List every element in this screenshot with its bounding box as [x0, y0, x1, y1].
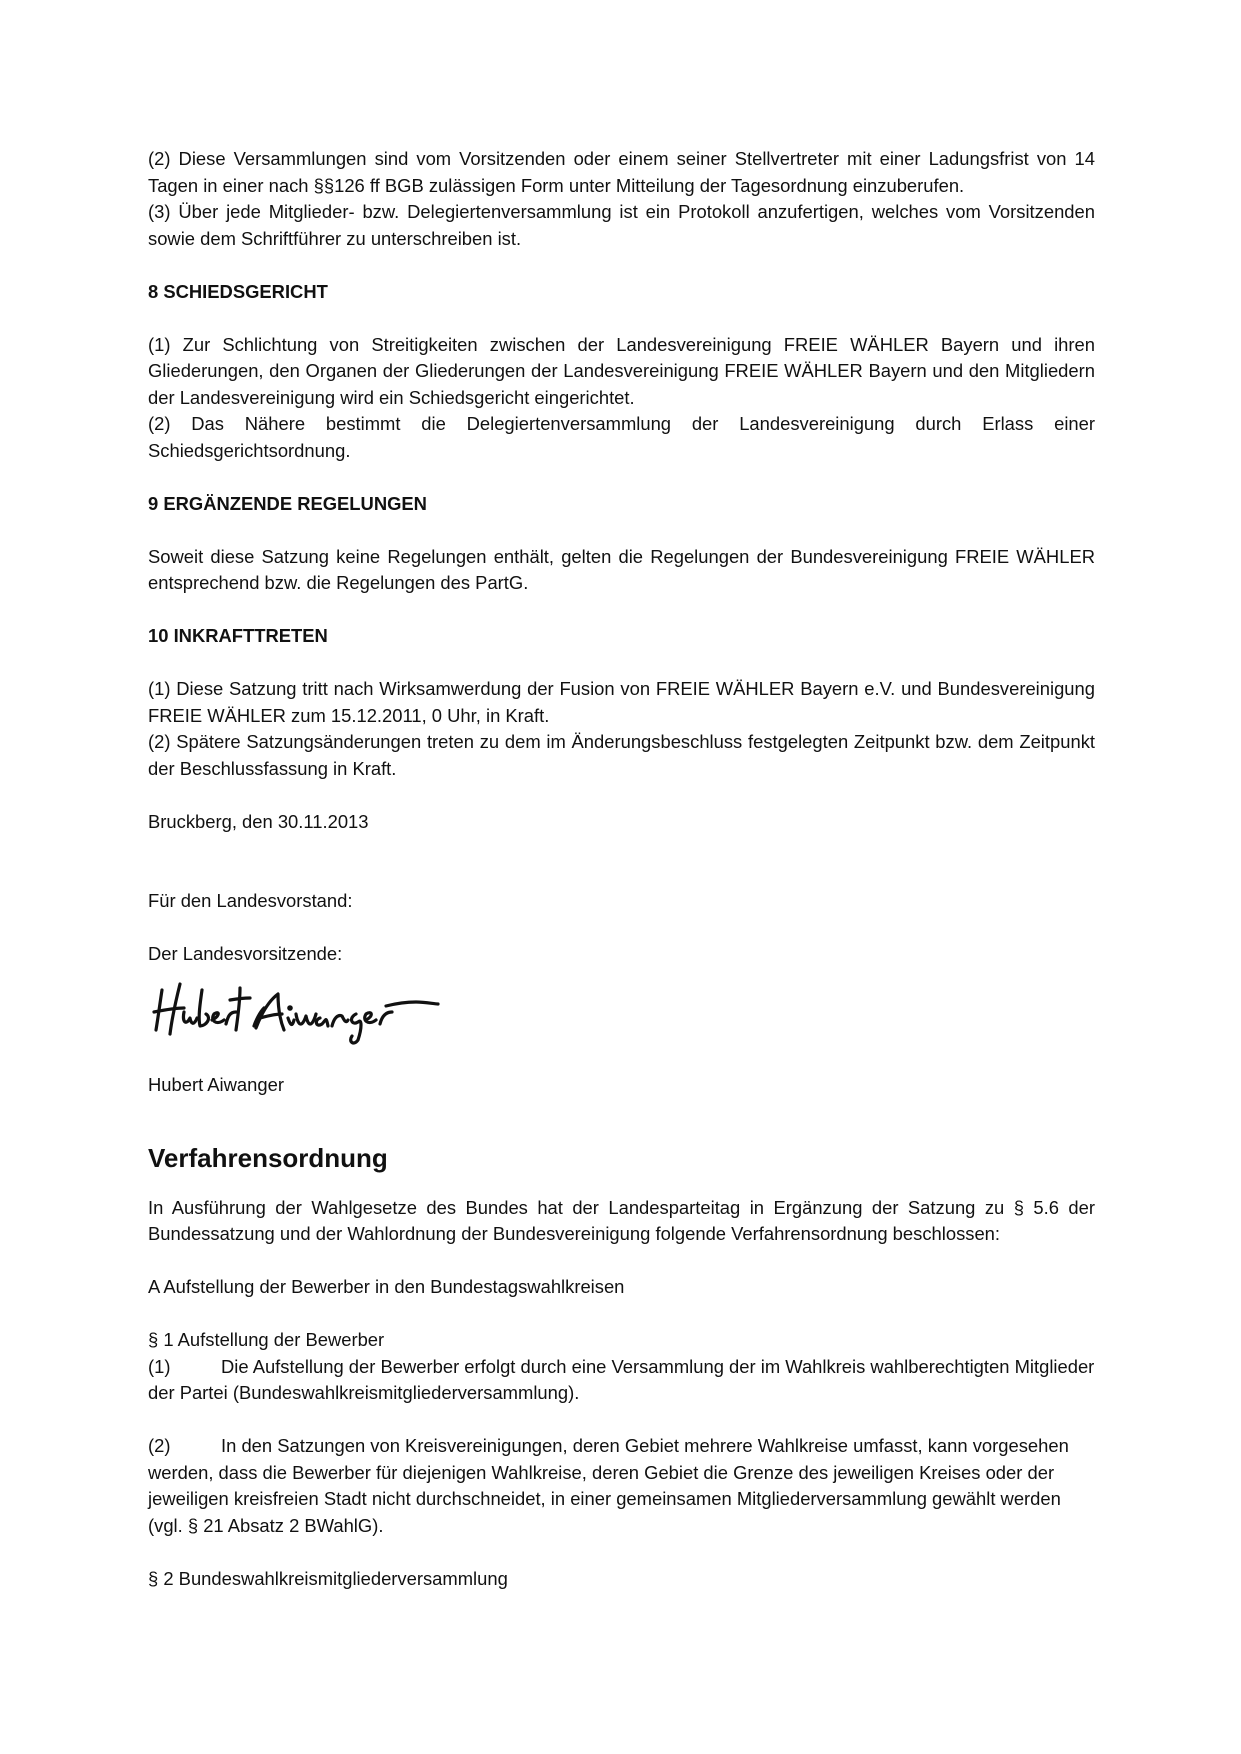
- chairman-label: Der Landesvorsitzende:: [148, 943, 343, 964]
- section8-paragraph-2: (2) Das Nähere bestimmt die Delegiertenversammlung der Landesvereinigung durch Erlass einer Schiedsgerichtsordnung.: [148, 413, 1095, 461]
- handwritten-signature: [150, 968, 440, 1048]
- signatory-name: Hubert Aiwanger: [148, 1073, 284, 1095]
- section10-paragraph-1: (1) Diese Satzung tritt nach Wirksamwerdung der Fusion von FREIE WÄHLER Bayern e.V. und Bundesvereinigung FREIE WÄHLER zum 15.12.2011, 0 Uhr, in Kraft.: [148, 678, 1095, 726]
- section7-paragraph-2: (2) Diese Versammlungen sind vom Vorsitzenden oder einem seiner Stellvertreter mit einer Ladungsfrist von 14 Tagen in einer nach §§126 ff BGB zulässigen Form unter Mitteilung der Tagesordnung einzuberufen.: [148, 148, 1095, 196]
- section10-paragraph-2: (2) Spätere Satzungsänderungen treten zu dem im Änderungsbeschluss festgelegten Zeitpunkt bzw. dem Zeitpunkt der Beschlussfassung in Kraft.: [148, 731, 1095, 779]
- paragraph-1-heading: § 1 Aufstellung der Bewerber: [148, 1329, 385, 1350]
- section9-paragraph-1: Soweit diese Satzung keine Regelungen enthält, gelten die Regelungen der Bundesvereinigung FREIE WÄHLER entsprechend bzw. die Regelungen des PartG.: [148, 545, 1095, 593]
- section7-paragraph-3: (3) Über jede Mitglieder- bzw. Delegiertenversammlung ist ein Protokoll anzufertigen, welches vom Vorsitzenden sowie dem Schriftführer zu unterschreiben ist.: [148, 201, 1095, 249]
- section9-heading: 9 ERGÄNZENDE REGELUNGEN: [148, 492, 427, 514]
- paragraph-1-clause-1: [148, 1354, 1095, 1407]
- place-date: Bruckberg, den 30.11.2013: [148, 810, 369, 832]
- for-board-label: Für den Landesvorstand:: [148, 890, 353, 911]
- section10-heading: 10 INKRAFTTRETEN: [148, 625, 328, 646]
- paragraph-1-clause-2: [148, 1433, 1095, 1539]
- part-a-heading: A Aufstellung der Bewerber in den Bundestagswahlkreisen: [148, 1276, 625, 1297]
- paragraph-2-heading: § 2 Bundeswahlkreismitgliederversammlung: [148, 1567, 508, 1589]
- clause-number: (2): [148, 1435, 171, 1456]
- section8-paragraph-1: (1) Zur Schlichtung von Streitigkeiten zwischen der Landesvereinigung FREIE WÄHLER Bayern und ihren Gliederungen, den Organen der Gliederungen der Landesvereinigung FREIE WÄHLER Bayern und den Mitgliedern der Landesvereinigung wird ein Schiedsgericht eingerichtet.: [148, 333, 1095, 408]
- clause-text: Die Aufstellung der Bewerber erfolgt durch eine Versammlung der im Wahlkreis wahlberechtigten Mitglieder der Partei (Bundeswahlkreismitgliederversammlung).: [148, 1355, 1095, 1403]
- section-title: Verfahrensordnung: [148, 1142, 388, 1173]
- section8-heading: 8 SCHIEDSGERICHT: [148, 280, 328, 302]
- clause-text: In den Satzungen von Kreisvereinigungen, deren Gebiet mehrere Wahlkreise umfasst, kann vorgesehen werden, dass die Bewerber für diejenigen Wahlkreise, deren Gebiet die Grenze des jeweiligen Kreises oder der jeweiligen kreisfreien Stadt nicht durchschneidet, in einer gemeinsamen Mitgliederversammlung gewählt werden (vgl. § 21 Absatz 2 BWahlG).: [148, 1435, 1069, 1536]
- verfahrensordnung-intro: In Ausführung der Wahlgesetze des Bundes hat der Landesparteitag in Ergänzung der Satzung zu § 5.6 der Bundessatzung und der Wahlordnung der Bundesvereinigung folgende Verfahrensordnung beschlossen:: [148, 1196, 1095, 1244]
- clause-number: (1): [148, 1355, 171, 1377]
